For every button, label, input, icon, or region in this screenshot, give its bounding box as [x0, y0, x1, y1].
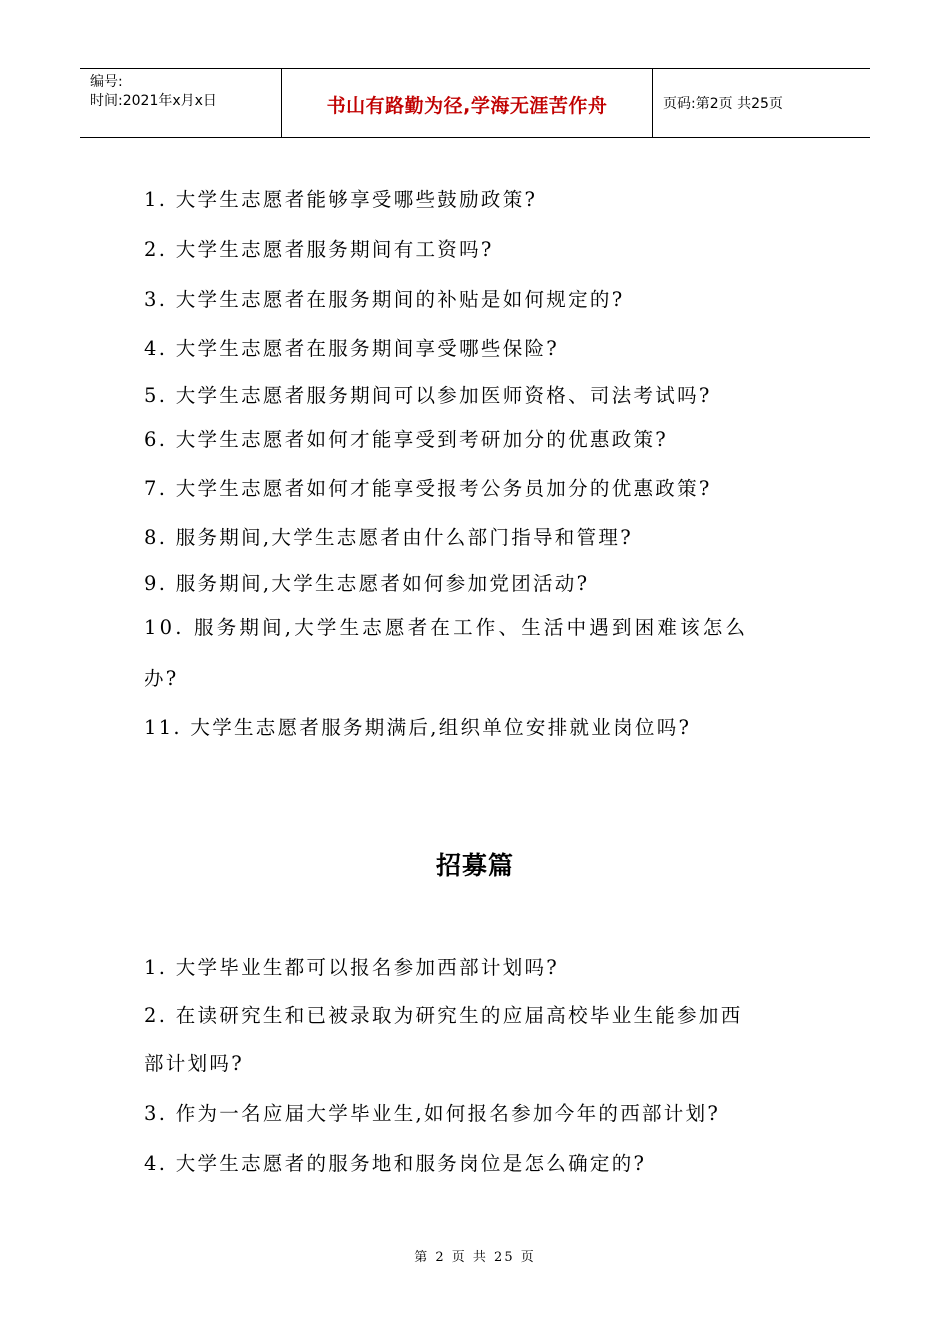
header-motto-cell — [282, 69, 653, 137]
header-page-cell — [653, 69, 870, 137]
document-number-label: 编号: — [90, 74, 123, 90]
question-item: 7. 大学生志愿者如何才能享受报考公务员加分的优惠政策? — [144, 477, 712, 500]
question-item: 2. 在读研究生和已被录取为研究生的应届高校毕业生能参加西 — [144, 1004, 743, 1027]
question-item: 2. 大学生志愿者服务期间有工资吗? — [144, 238, 494, 261]
page-footer: 第 2 页 共 25 页 — [414, 1250, 536, 1265]
question-item: 3. 大学生志愿者在服务期间的补贴是如何规定的? — [144, 288, 625, 311]
question-item: 4. 大学生志愿者的服务地和服务岗位是怎么确定的? — [144, 1152, 647, 1175]
section-title: 招募篇 — [435, 851, 514, 880]
question-item: 11. 大学生志愿者服务期满后,组织单位安排就业岗位吗? — [144, 716, 692, 739]
question-item: 5. 大学生志愿者服务期间可以参加医师资格、司法考试吗? — [144, 384, 712, 407]
question-item: 9. 服务期间,大学生志愿者如何参加党团活动? — [144, 572, 590, 595]
question-item: 8. 服务期间,大学生志愿者由什么部门指导和管理? — [144, 526, 633, 549]
question-item: 1. 大学毕业生都可以报名参加西部计划吗? — [144, 956, 560, 979]
document-date: 时间:2021年x月x日 — [90, 93, 217, 109]
question-item: 1. 大学生志愿者能够享受哪些鼓励政策? — [144, 188, 538, 211]
question-item: 6. 大学生志愿者如何才能享受到考研加分的优惠政策? — [144, 428, 669, 451]
question-item: 4. 大学生志愿者在服务期间享受哪些保险? — [144, 337, 560, 360]
header-motto: 书山有路勤为径,学海无涯苦作舟 — [326, 95, 608, 117]
question-item: 10. 服务期间,大学生志愿者在工作、生活中遇到困难该怎么 — [144, 616, 749, 639]
header-page-code: 页码:第2页 共25页 — [663, 96, 783, 112]
question-item-continuation: 办? — [144, 667, 179, 690]
page-header — [80, 68, 870, 138]
header-meta-cell — [80, 69, 282, 137]
question-item: 3. 作为一名应届大学毕业生,如何报名参加今年的西部计划? — [144, 1102, 721, 1125]
question-item-continuation: 部计划吗? — [144, 1052, 244, 1075]
